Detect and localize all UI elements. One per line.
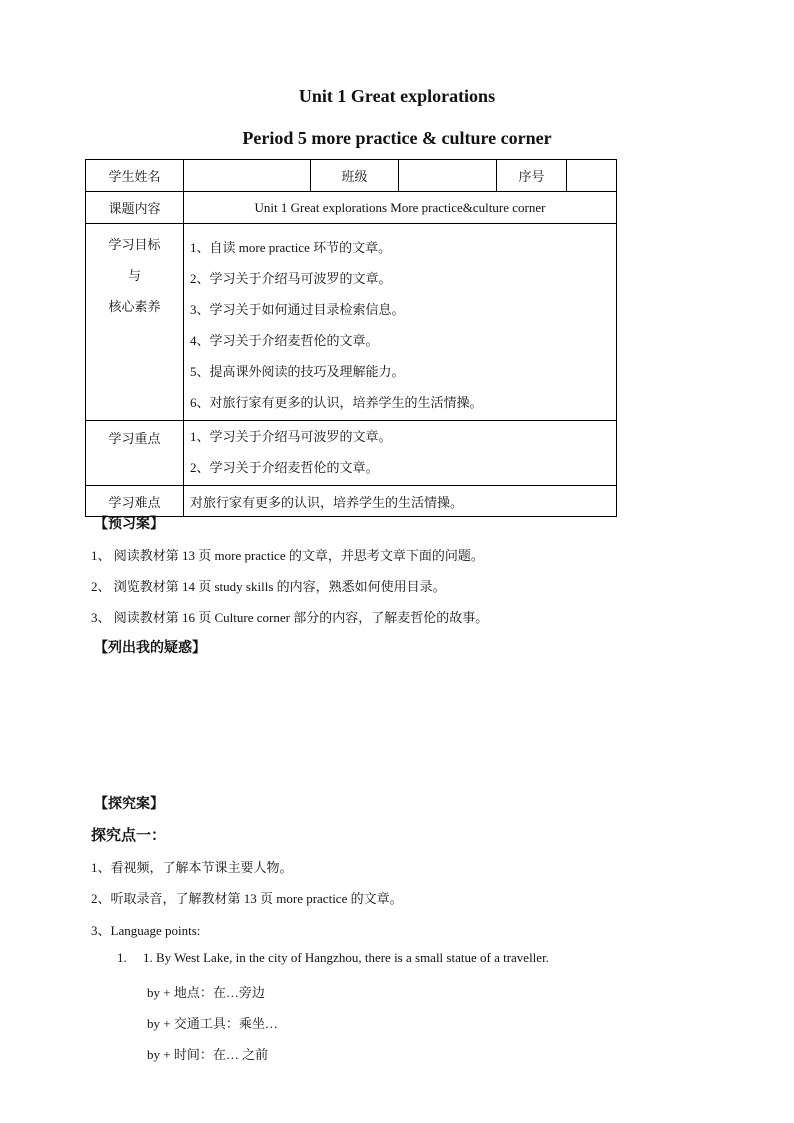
class-label: 班级 [311, 160, 399, 192]
goals-label-line: 学习目标 [108, 237, 161, 252]
key-points-label: 学习重点 [86, 421, 184, 486]
explore-heading: 【探究案】 [94, 797, 164, 812]
student-name-label: 学生姓名 [86, 160, 184, 192]
usage-note: by + 时间：在… 之前 [147, 1047, 269, 1062]
explore-item: 2、听取录音，了解教材第 13 页 more practice 的文章。 [91, 891, 403, 906]
explore-item: 3、Language points: [91, 923, 201, 938]
class-cell[interactable] [399, 160, 497, 192]
preview-item: 1、 阅读教材第 13 页 more practice 的文章，并思考文章下面的问题。 [91, 548, 484, 563]
difficulty-value: 对旅行家有更多的认识，培养学生的生活情操。 [184, 486, 617, 517]
preview-item: 2、 浏览教材第 14 页 study skills 的内容，熟悉如何使用目录。 [91, 579, 446, 594]
key-point-item: 2、学习关于介绍麦哲伦的文章。 [190, 460, 379, 475]
explore-item: 1、看视频，了解本节课主要人物。 [91, 860, 293, 875]
topic-label: 课题内容 [86, 192, 184, 224]
seat-label: 序号 [497, 160, 567, 192]
usage-note: by + 地点：在…旁边 [147, 985, 265, 1000]
key-point-item: 1、学习关于介绍马可波罗的文章。 [190, 429, 392, 444]
goal-item: 2、学习关于介绍马可波罗的文章。 [190, 271, 392, 286]
preview-heading: 【预习案】 [94, 517, 164, 532]
seat-cell[interactable] [567, 160, 617, 192]
goal-item: 1、自读 more practice 环节的文章。 [190, 240, 392, 255]
goal-item: 3、学习关于如何通过目录检索信息。 [190, 302, 405, 317]
usage-note: by + 交通工具：乘坐… [147, 1016, 278, 1031]
goals-list [184, 224, 617, 421]
goals-label [86, 224, 184, 421]
goal-item: 5、提高课外阅读的技巧及理解能力。 [190, 364, 405, 379]
topic-value: Unit 1 Great explorations More practice&culture corner [184, 192, 617, 224]
goal-item: 4、学习关于介绍麦哲伦的文章。 [190, 333, 379, 348]
goals-label-line: 与 [127, 268, 141, 283]
sub-item-number: 1. [117, 950, 127, 965]
page-title: Unit 1 Great explorations [298, 86, 496, 106]
key-points-list [184, 421, 617, 486]
difficulty-label: 学习难点 [86, 486, 184, 517]
goals-label-line: 核心素养 [108, 299, 161, 314]
student-info-table [85, 159, 617, 517]
doubts-answer-area[interactable] [91, 662, 711, 782]
sub-item-sentence: 1. By West Lake, in the city of Hangzhou, there is a small statue of a traveller. [143, 950, 549, 965]
goal-item: 6、对旅行家有更多的认识，培养学生的生活情操。 [190, 395, 483, 410]
preview-item: 3、 阅读教材第 16 页 Culture corner 部分的内容，了解麦哲伦的故事。 [91, 610, 489, 625]
student-name-cell[interactable] [184, 160, 311, 192]
doubts-heading: 【列出我的疑惑】 [94, 641, 206, 656]
page-subtitle: Period 5 more practice & culture corner [242, 128, 552, 148]
explore-point-heading: 探究点一： [91, 828, 167, 844]
